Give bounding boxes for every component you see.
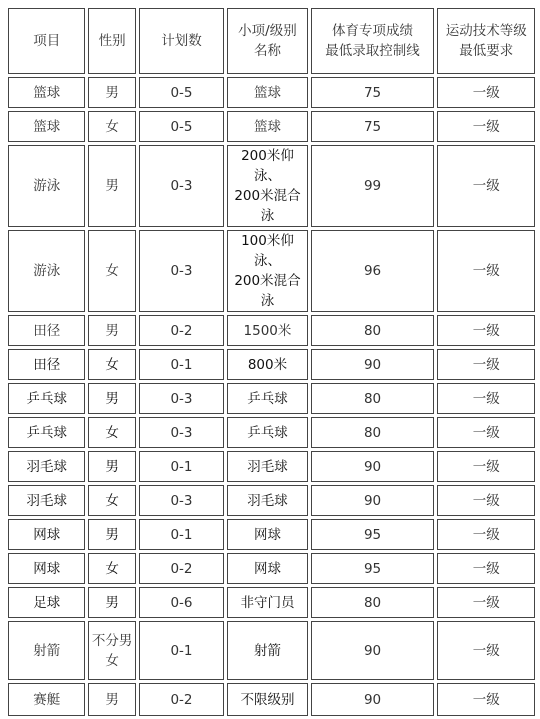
table-row <box>8 485 535 516</box>
cell-plan: 0-2 <box>139 553 225 584</box>
cell-gender: 男 <box>88 315 135 346</box>
cell-level: 一级 <box>437 553 535 584</box>
cell-score: 80 <box>311 417 435 448</box>
cell-gender: 女 <box>88 553 135 584</box>
cell-item: 篮球 <box>8 111 85 142</box>
cell-event: 不限级别 <box>227 683 307 716</box>
table-row <box>8 77 535 108</box>
cell-plan: 0-1 <box>139 621 225 680</box>
cell-event: 羽毛球 <box>227 451 307 482</box>
cell-event: 网球 <box>227 553 307 584</box>
cell-plan: 0-5 <box>139 77 225 108</box>
cell-plan: 0-2 <box>139 315 225 346</box>
cell-score: 95 <box>311 553 435 584</box>
cell-level: 一级 <box>437 230 535 312</box>
header-cell: 计划数 <box>139 8 225 74</box>
cell-event: 网球 <box>227 519 307 550</box>
table-row <box>8 451 535 482</box>
cell-event: 羽毛球 <box>227 485 307 516</box>
table-row <box>8 145 535 227</box>
cell-level: 一级 <box>437 417 535 448</box>
cell-level: 一级 <box>437 77 535 108</box>
cell-event: 乒乓球 <box>227 417 307 448</box>
header-cell: 体育专项成绩 最低录取控制线 <box>311 8 435 74</box>
cell-item: 射箭 <box>8 621 85 680</box>
cell-gender: 男 <box>88 451 135 482</box>
cell-score: 75 <box>311 111 435 142</box>
cell-score: 80 <box>311 315 435 346</box>
cell-level: 一级 <box>437 111 535 142</box>
table-row <box>8 349 535 380</box>
cell-gender: 男 <box>88 77 135 108</box>
cell-score: 90 <box>311 621 435 680</box>
admission-table <box>5 5 538 719</box>
table-header-row <box>8 8 535 74</box>
cell-item: 赛艇 <box>8 683 85 716</box>
table-row <box>8 553 535 584</box>
cell-level: 一级 <box>437 587 535 618</box>
cell-gender: 女 <box>88 485 135 516</box>
cell-event: 篮球 <box>227 111 307 142</box>
cell-gender: 男 <box>88 519 135 550</box>
cell-item: 网球 <box>8 553 85 584</box>
cell-item: 游泳 <box>8 230 85 312</box>
cell-event: 200米仰泳、 200米混合泳 <box>227 145 307 227</box>
cell-score: 90 <box>311 451 435 482</box>
cell-score: 90 <box>311 485 435 516</box>
cell-score: 75 <box>311 77 435 108</box>
cell-event: 1500米 <box>227 315 307 346</box>
cell-plan: 0-1 <box>139 349 225 380</box>
cell-event: 100米仰泳、 200米混合泳 <box>227 230 307 312</box>
cell-plan: 0-6 <box>139 587 225 618</box>
cell-level: 一级 <box>437 519 535 550</box>
cell-event: 篮球 <box>227 77 307 108</box>
cell-gender: 女 <box>88 111 135 142</box>
cell-score: 96 <box>311 230 435 312</box>
cell-plan: 0-3 <box>139 485 225 516</box>
cell-gender: 女 <box>88 230 135 312</box>
cell-level: 一级 <box>437 621 535 680</box>
cell-plan: 0-1 <box>139 519 225 550</box>
cell-event: 乒乓球 <box>227 383 307 414</box>
table-row <box>8 111 535 142</box>
cell-plan: 0-1 <box>139 451 225 482</box>
cell-level: 一级 <box>437 485 535 516</box>
cell-item: 足球 <box>8 587 85 618</box>
cell-item: 乒乓球 <box>8 383 85 414</box>
cell-plan: 0-3 <box>139 383 225 414</box>
cell-level: 一级 <box>437 145 535 227</box>
table-row <box>8 519 535 550</box>
cell-plan: 0-3 <box>139 417 225 448</box>
cell-level: 一级 <box>437 315 535 346</box>
cell-gender: 男 <box>88 683 135 716</box>
cell-score: 95 <box>311 519 435 550</box>
cell-plan: 0-3 <box>139 145 225 227</box>
cell-event: 非守门员 <box>227 587 307 618</box>
cell-score: 99 <box>311 145 435 227</box>
table-row <box>8 315 535 346</box>
cell-item: 网球 <box>8 519 85 550</box>
cell-gender: 男 <box>88 145 135 227</box>
table-row <box>8 587 535 618</box>
cell-item: 篮球 <box>8 77 85 108</box>
cell-gender: 男 <box>88 383 135 414</box>
cell-item: 游泳 <box>8 145 85 227</box>
cell-score: 90 <box>311 349 435 380</box>
cell-gender: 不分男 女 <box>88 621 135 680</box>
cell-event: 800米 <box>227 349 307 380</box>
cell-level: 一级 <box>437 383 535 414</box>
cell-plan: 0-2 <box>139 683 225 716</box>
table-row <box>8 383 535 414</box>
cell-item: 田径 <box>8 315 85 346</box>
cell-level: 一级 <box>437 349 535 380</box>
header-cell: 性别 <box>88 8 135 74</box>
cell-score: 90 <box>311 683 435 716</box>
table-row <box>8 417 535 448</box>
cell-event: 射箭 <box>227 621 307 680</box>
table-row <box>8 230 535 312</box>
cell-plan: 0-3 <box>139 230 225 312</box>
cell-score: 80 <box>311 587 435 618</box>
cell-level: 一级 <box>437 451 535 482</box>
cell-plan: 0-5 <box>139 111 225 142</box>
cell-item: 羽毛球 <box>8 451 85 482</box>
cell-gender: 女 <box>88 349 135 380</box>
header-cell: 运动技术等级 最低要求 <box>437 8 535 74</box>
header-cell: 小项/级别 名称 <box>227 8 307 74</box>
table-row <box>8 621 535 680</box>
table-row <box>8 683 535 716</box>
cell-level: 一级 <box>437 683 535 716</box>
header-cell: 项目 <box>8 8 85 74</box>
cell-item: 羽毛球 <box>8 485 85 516</box>
cell-gender: 女 <box>88 417 135 448</box>
cell-gender: 男 <box>88 587 135 618</box>
cell-item: 乒乓球 <box>8 417 85 448</box>
cell-item: 田径 <box>8 349 85 380</box>
page <box>5 5 538 719</box>
cell-score: 80 <box>311 383 435 414</box>
